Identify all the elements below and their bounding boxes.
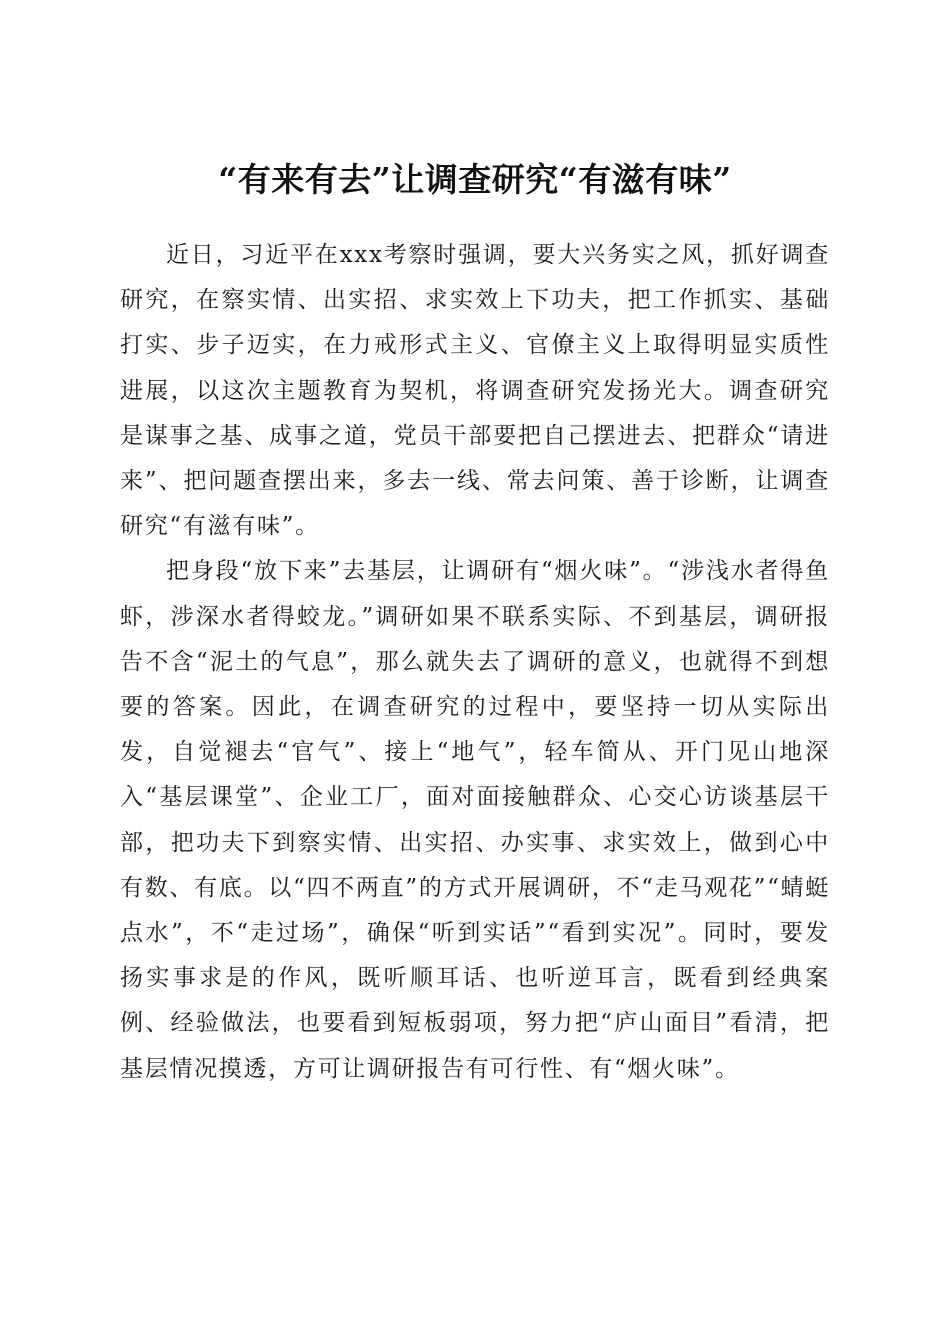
document-body: [120, 233, 830, 1092]
document-title: “有来有去”让调查研究“有滋有味”: [218, 160, 732, 200]
paragraph-2: 把身段“放下来”去基层，让调研有“烟火味”。“涉浅水者得鱼虾，涉深水者得蛟龙。”调研如果不联系实际、不到基层，调研报告不含“泥土的气息”，那么就失去了调研的意义，也就得不到想要的答案。因此，在调查研究的过程中，要坚持一切从实际出发，自觉褪去“官气”、接上“地气”，轻车简从、开门见山地深入“基层课堂”、企业工厂，面对面接触群众、心交心访谈基层干部，把功夫下到察实情、出实招、办实事、求实效上，做到心中有数、有底。以“四不两直”的方式开展调研，不“走马观花”“蜻蜓点水”，不“走过场”，确保“听到实话”“看到实况”。同时，要发扬实事求是的作风，既听顺耳话、也听逆耳言，既看到经典案例、经验做法，也要看到短板弱项，努力把“庐山面目”看清，把基层情况摸透，方可让调研报告有可行性、有“烟火味”。: [120, 558, 830, 1082]
paragraph-1: 近日，习近平在xxx考察时强调，要大兴务实之风，抓好调查研究，在察实情、出实招、求实效上下功夫，把工作抓实、基础打实、步子迈实，在力戒形式主义、官僚主义上取得明显实质性进展，以这次主题教育为契机，将调查研究发扬光大。调查研究是谋事之基、成事之道，党员干部要把自己摆进去、把群众“请进来”、把问题查摆出来，多去一线、常去问策、善于诊断，让调查研究“有滋有味”。: [120, 242, 830, 540]
